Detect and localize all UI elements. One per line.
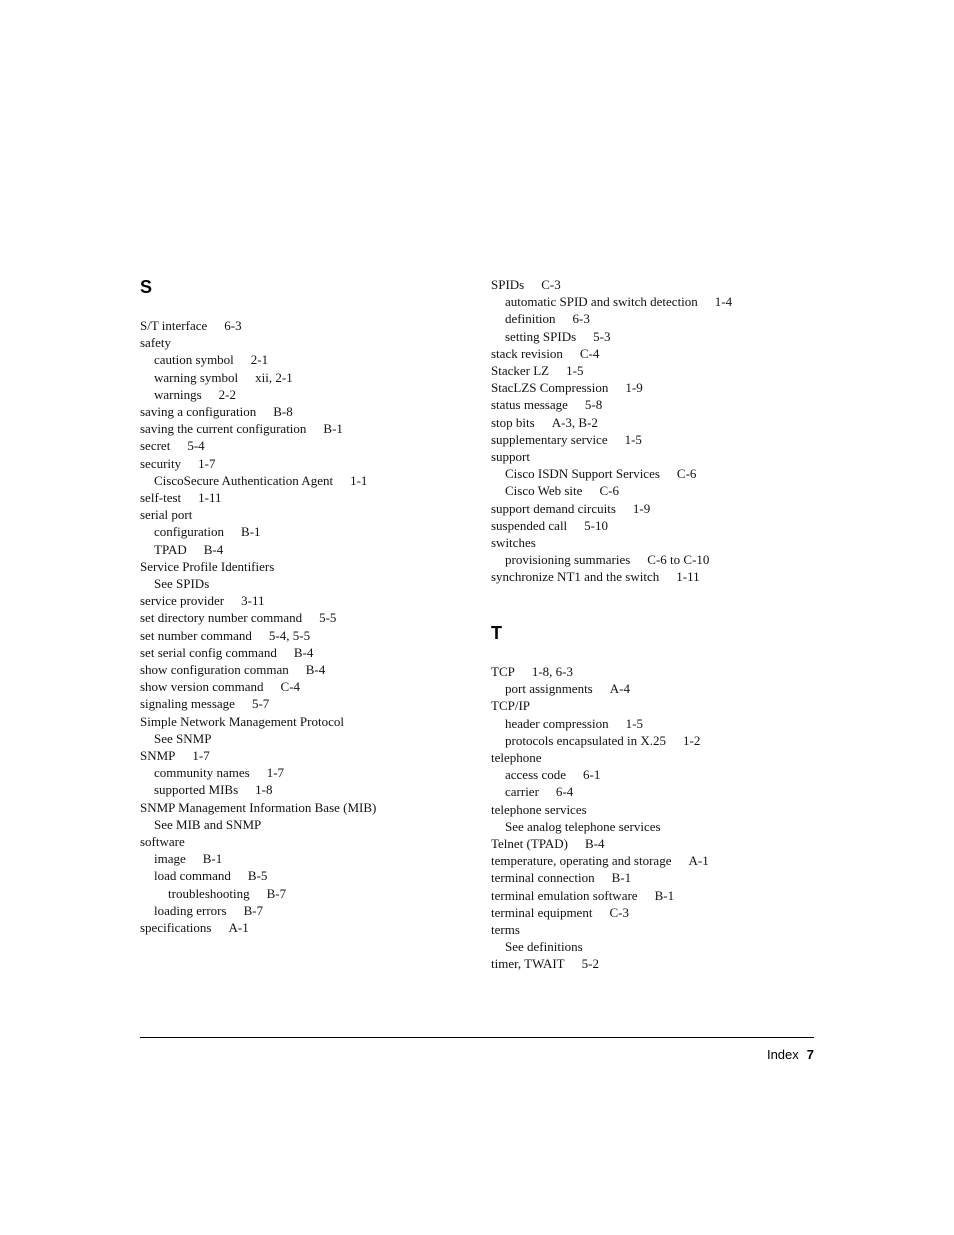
index-page-ref: B-4 [584, 836, 605, 851]
index-term: TPAD [154, 541, 187, 557]
index-term: telephone [491, 750, 542, 765]
index-term: Cisco Web site [505, 483, 583, 499]
index-page-ref: 5-5 [319, 610, 337, 626]
index-entry [140, 661, 325, 678]
index-term: SNMP Management Information Base (MIB) [140, 799, 377, 815]
index-entry [505, 310, 590, 327]
index-page-ref: 1-4 [714, 294, 733, 310]
index-term: See definitions [505, 939, 583, 955]
index-term: stop bits [491, 414, 535, 430]
index-term: community names [154, 765, 250, 781]
index-entry [491, 517, 608, 534]
index-page-ref: 5-3 [593, 328, 611, 344]
index-term: configuration [154, 524, 225, 540]
index-term: security [140, 455, 182, 471]
index-page-ref: 1-1 [350, 472, 368, 488]
index-entry [140, 420, 343, 437]
index-entry [140, 334, 171, 351]
index-page-ref: 6-1 [583, 767, 601, 783]
index-term: See analog telephone services [505, 818, 661, 834]
footer-rule [140, 1037, 814, 1038]
index-entry [154, 816, 261, 833]
index-term: warning symbol [154, 369, 239, 385]
index-term: SPIDs [491, 277, 525, 292]
index-term: TCP [491, 664, 515, 679]
index-term: timer, TWAIT [491, 956, 565, 972]
index-page-ref: C-6 [599, 483, 619, 499]
index-term: warnings [154, 386, 202, 402]
index-entry [505, 766, 600, 783]
index-entry [491, 345, 599, 362]
index-page-ref: 1-5 [624, 431, 642, 447]
index-entry [140, 455, 216, 472]
index-entry [140, 592, 264, 609]
index-page-ref: C-4 [579, 345, 600, 361]
index-page-ref: 1-9 [625, 380, 643, 396]
index-entry [491, 414, 598, 431]
index-page-ref: A-3, B-2 [551, 414, 598, 430]
index-page-ref: B-4 [293, 644, 314, 660]
index-entry [154, 902, 263, 919]
index-entry [140, 609, 336, 626]
index-term: setting SPIDs [505, 328, 577, 344]
index-entry [154, 351, 268, 368]
index-entry [505, 938, 583, 955]
index-entry [491, 697, 530, 714]
index-page-ref: 5-10 [584, 517, 609, 533]
index-term: caution symbol [154, 352, 234, 368]
index-term: Telnet (TPAD) [491, 836, 568, 851]
index-entry [505, 732, 700, 749]
index-page-ref: 6-3 [224, 318, 242, 333]
index-term: telephone services [491, 801, 587, 817]
index-term: See MIB and SNMP [154, 816, 262, 832]
index-entry [491, 835, 604, 852]
index-entry [154, 730, 211, 747]
index-entry [154, 523, 261, 540]
index-term: set number command [140, 627, 252, 643]
index-page-ref: C-6 [676, 466, 697, 482]
index-entry [505, 680, 630, 697]
index-term: SNMP [140, 748, 176, 763]
index-term: load command [154, 868, 231, 884]
section-heading-s: S [140, 277, 153, 297]
index-entry [491, 887, 674, 904]
index-term: access code [505, 767, 566, 783]
index-page-ref: B-4 [305, 662, 326, 677]
index-entry [154, 764, 284, 781]
index-entry [491, 500, 650, 517]
index-page-ref: 1-11 [198, 490, 222, 505]
index-entry [491, 801, 587, 818]
index-term: saving a configuration [140, 404, 257, 419]
index-page-ref: xii, 2-1 [255, 369, 293, 385]
index-term: Simple Network Management Protocol [140, 713, 344, 729]
index-term: service provider [140, 593, 225, 609]
index-entry [140, 317, 242, 334]
index-entry [505, 328, 611, 345]
index-page-ref: 3-11 [241, 593, 265, 609]
index-term: CiscoSecure Authentication Agent [154, 472, 334, 488]
index-page-ref: 6-3 [572, 311, 590, 327]
index-term: saving the current configuration [140, 421, 307, 437]
index-entry [140, 644, 313, 661]
index-term: See SPIDs [154, 576, 210, 591]
index-term: definition [505, 311, 556, 327]
index-entry [154, 369, 293, 386]
index-entry [140, 558, 274, 575]
index-page-ref: 1-8 [255, 782, 273, 798]
index-term: terminal emulation software [491, 887, 638, 903]
index-entry [491, 379, 643, 396]
index-page-ref: 5-7 [251, 696, 270, 712]
index-entry [154, 850, 222, 867]
index-page-ref: 1-2 [683, 732, 701, 748]
index-term: suspended call [491, 517, 568, 533]
index-entry [491, 276, 561, 293]
index-entry [491, 852, 709, 869]
page-footer [767, 1047, 814, 1062]
index-page-ref: A-4 [609, 681, 630, 697]
index-page-ref: 5-8 [584, 397, 603, 413]
index-entry [140, 506, 192, 523]
index-page-ref: 1-11 [676, 569, 700, 585]
index-entry [491, 448, 530, 465]
index-term: switches [491, 535, 536, 550]
index-page-ref: B-1 [654, 887, 675, 903]
index-term: set directory number command [140, 610, 303, 626]
index-term: header compression [505, 715, 609, 731]
index-entry [140, 437, 205, 454]
index-page-ref: 1-7 [198, 455, 216, 471]
index-page-ref: C-3 [609, 904, 629, 920]
index-entry [491, 904, 629, 921]
index-term: set serial config command [140, 644, 277, 660]
index-term: protocols encapsulated in X.25 [505, 732, 667, 748]
index-term: software [140, 834, 185, 849]
index-page-ref: 5-4, 5-5 [268, 627, 311, 643]
index-term: signaling message [140, 696, 235, 712]
index-term: image [154, 851, 186, 867]
index-page-ref: B-7 [266, 885, 287, 901]
index-page-ref: C-6 to C-10 [647, 552, 710, 568]
index-page-ref: 2-1 [250, 352, 269, 368]
index-entry [505, 818, 661, 835]
index-entry [505, 465, 696, 482]
index-term: TCP/IP [491, 698, 531, 714]
index-term: status message [491, 397, 568, 413]
index-entry [140, 713, 344, 730]
index-term: show configuration comman [140, 662, 289, 677]
index-page-ref: 1-7 [266, 765, 285, 781]
index-entry [491, 955, 599, 972]
index-entry [491, 663, 573, 680]
index-term: port assignments [505, 681, 593, 697]
index-term: synchronize NT1 and the switch [491, 569, 660, 585]
index-entry [154, 386, 236, 403]
index-term: terminal equipment [491, 904, 593, 920]
index-term: loading errors [154, 902, 227, 918]
index-entry [491, 362, 583, 379]
index-entry [140, 799, 376, 816]
index-term: supported MIBs [154, 782, 239, 798]
index-page-ref: B-5 [247, 868, 268, 884]
index-term: show version command [140, 679, 264, 695]
index-entry [505, 715, 643, 732]
section-heading-t: T [491, 623, 502, 643]
index-term: terms [491, 922, 520, 937]
index-term: troubleshooting [168, 885, 250, 901]
footer-label: Index [766, 1047, 799, 1062]
index-page-ref: 2-2 [218, 386, 237, 402]
index-entry [491, 749, 542, 766]
index-entry [491, 869, 631, 886]
index-entry [140, 489, 222, 506]
index-entry [491, 396, 602, 413]
index-term: terminal connection [491, 870, 595, 886]
index-page-ref: 6-4 [555, 784, 574, 800]
index-entry [140, 678, 300, 695]
index-page-ref: B-8 [273, 404, 293, 419]
index-entry [154, 541, 223, 558]
page-number: 7 [806, 1047, 814, 1062]
index-entry [491, 921, 520, 938]
index-page-ref: B-1 [611, 870, 632, 886]
index-entry [140, 627, 310, 644]
index-page-ref: B-1 [202, 851, 223, 867]
index-term: support [491, 449, 530, 464]
index-entry [491, 568, 700, 585]
index-page-ref: 1-7 [192, 748, 210, 763]
index-entry [505, 783, 573, 800]
index-page-ref: B-1 [241, 524, 261, 540]
index-term: supplementary service [491, 431, 608, 447]
index-page-ref: 5-2 [581, 956, 599, 972]
index-entry [491, 431, 642, 448]
index-page-ref: 1-5 [625, 715, 643, 731]
index-entry [491, 534, 536, 551]
index-term: See SNMP [154, 730, 212, 746]
index-page-ref: B-1 [323, 421, 343, 437]
index-page-ref: A-1 [688, 853, 709, 869]
index-term: StacLZS Compression [491, 380, 609, 396]
index-term: S/T interface [140, 318, 208, 333]
index-entry [505, 293, 732, 310]
index-term: secret [140, 438, 171, 454]
index-page-ref: A-1 [228, 920, 249, 935]
index-term: carrier [505, 784, 539, 800]
index-term: support demand circuits [491, 500, 616, 516]
index-entry [505, 551, 709, 568]
index-page-ref: 5-4 [187, 438, 205, 454]
index-entry [154, 575, 209, 592]
index-page-ref: 1-9 [632, 500, 651, 516]
index-page-ref: B-7 [243, 902, 264, 918]
index-page-ref: 1-5 [566, 363, 584, 378]
index-term: automatic SPID and switch detection [505, 294, 698, 310]
index-entry [154, 472, 367, 489]
index-entry [168, 885, 286, 902]
index-page-ref: C-3 [541, 277, 561, 292]
index-entry [140, 747, 210, 764]
index-entry [154, 867, 267, 884]
index-term: Cisco ISDN Support Services [505, 466, 660, 482]
index-entry [140, 833, 185, 850]
index-term: stack revision [491, 345, 563, 361]
index-term: provisioning summaries [505, 552, 631, 568]
index-page-ref: C-4 [280, 679, 300, 695]
index-term: Stacker LZ [491, 363, 550, 378]
index-entry [140, 695, 269, 712]
index-entry [154, 781, 272, 798]
index-entry [505, 482, 619, 499]
index-term: specifications [140, 920, 212, 935]
index-entry [140, 403, 293, 420]
index-term: temperature, operating and storage [491, 853, 672, 869]
index-term: safety [140, 335, 172, 351]
index-term: self-test [140, 490, 182, 505]
index-entry [140, 919, 249, 936]
index-page-ref: 1-8, 6-3 [531, 664, 574, 679]
index-term: serial port [140, 507, 193, 523]
index-page-ref: B-4 [203, 541, 224, 557]
index-term: Service Profile Identifiers [140, 558, 275, 574]
